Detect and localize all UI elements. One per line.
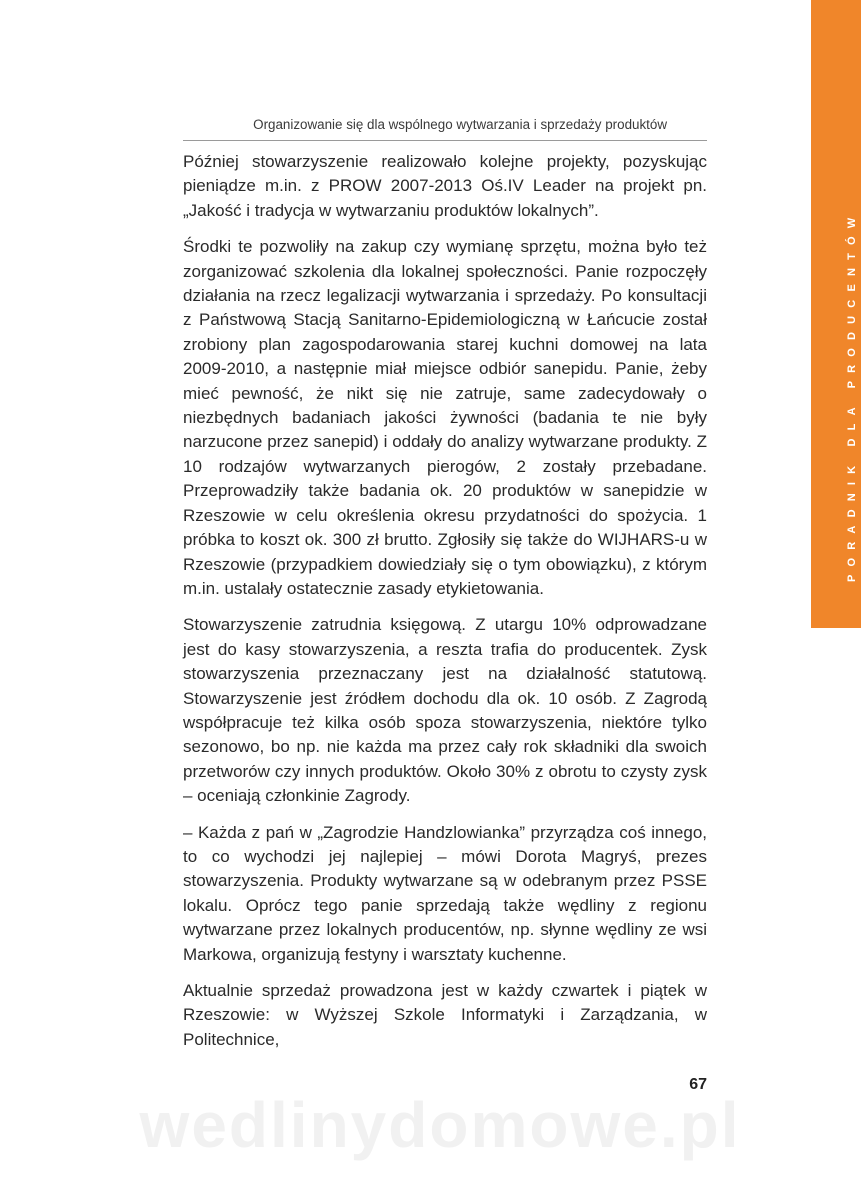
side-tab-label: PORADNIK DLA PRODUCENTÓW <box>846 209 858 582</box>
header-divider <box>183 140 707 141</box>
paragraph-1: Później stowarzyszenie realizowało kolejne projekty, pozyskując pieniądze m.in. z PROW 2007-2013 Oś.IV Leader na projekt pn. „Jakość i tradycja w wytwarzaniu produktów lokalnych”. <box>183 152 707 220</box>
body-text <box>183 150 707 1064</box>
paragraph-3: Stowarzyszenie zatrudnia księgową. Z utargu 10% odprowadzane jest do kasy stowarzyszenia, a reszta trafia do producentek. Zysk stowarzyszenia przeznaczany jest na działalność statutową. Stowarzyszenie jest źródłem dochodu dla ok. 10 osób. Z Zagrodą współpracuje też kilka osób spoza stowarzyszenia, niektóre tylko sezonowo, bo np. nie każda ma przez cały rok składniki dla swoich przetworów czy innych produktów. Około 30% z obrotu to czysty zysk – oceniają członkinie Zagrody. <box>183 615 707 806</box>
page-number: 67 <box>689 1076 707 1093</box>
paragraph-2: Środki te pozwoliły na zakup czy wymianę sprzętu, można było też zorganizować szkolenia dla lokalnej społeczności. Panie rozpoczęły działania na rzecz legalizacji wytwarzania i sprzedaży. Po konsultacji z Państwową Stacją Sanitarno-Epidemiologiczną w Łańcucie został zrobiony plan zagospodarowania starej kuchni domowej na lata 2009-2010, a następnie miał miejsce odbiór sanepidu. Panie, żeby mieć pewność, że nikt się nie zatruje, same zadecydowały o niezbędnych badaniach jakości żywności (badania te nie były narzucone przez sanepid) i oddały do analizy wytwarzane produkty. Z 10 rodzajów wytwarzanych pierogów, 2 zostały przebadane. Przeprowadziły także badania ok. 20 produktów w sanepidzie w Rzeszowie w celu określenia okresu przydatności do spożycia. 1 próbka to koszt ok. 300 zł brutto. Zgłosiły się także do WIJHARS-u w Rzeszowie (przypadkiem dowiedziały się o tym obowiązku), z którym m.in. ustalały ostatecznie zasady etykietowania. <box>183 237 707 598</box>
paragraph-5: Aktualnie sprzedaż prowadzona jest w każdy czwartek i piątek w Rzeszowie: w Wyższej Szkole Informatyki i Zarządzania, w Politechnice, <box>183 981 707 1049</box>
running-header: Organizowanie się dla wspólnego wytwarzania i sprzedaży produktów <box>253 117 667 132</box>
watermark: wedlinydomowe.pl <box>139 1089 741 1161</box>
paragraph-4: – Każda z pań w „Zagrodzie Handzlowianka” przyrządza coś innego, to co wychodzi jej najlepiej – mówi Dorota Magryś, prezes stowarzyszenia. Produkty wytwarzane są w odebranym przez PSSE lokalu. Oprócz tego panie sprzedają także wędliny z regionu wytwarzane przez lokalnych producentów, np. słynne wędliny ze wsi Markowa, organizują festyny i warsztaty kuchenne. <box>183 822 707 964</box>
